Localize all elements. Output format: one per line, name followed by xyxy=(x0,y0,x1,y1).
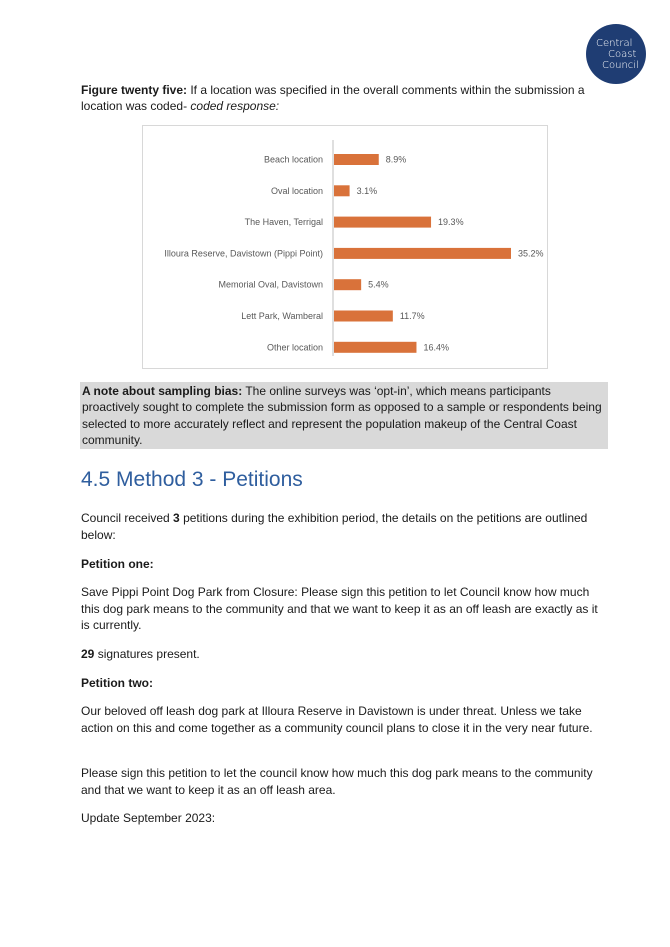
location-chart xyxy=(142,125,548,369)
chart-bar xyxy=(334,311,393,322)
chart-category-label: Oval location xyxy=(270,185,323,196)
figure-caption-label: Figure twenty five: xyxy=(81,83,188,97)
petition-count: 3 xyxy=(173,511,180,525)
signatures-count xyxy=(81,646,609,663)
petitions-intro xyxy=(81,510,609,543)
chart-value-label: 11.7% xyxy=(399,311,425,321)
update-date: Update September 2023: xyxy=(81,811,216,825)
figure-caption xyxy=(81,82,609,114)
chart-bar xyxy=(334,248,511,259)
logo-line-1: Central xyxy=(596,37,633,49)
signatures-number: 29 xyxy=(81,647,95,661)
chart-bar xyxy=(334,154,379,165)
council-logo xyxy=(586,24,646,84)
figure-caption-text: If a location was specified in the overall comments within the submission a location was coded- xyxy=(81,83,585,113)
chart-bar xyxy=(334,279,361,290)
intro-text-b: petitions during the exhibition period, the details on the petitions are outlined below: xyxy=(81,511,588,542)
sampling-bias-note xyxy=(80,382,608,449)
chart-category-label: The Haven, Terrigal xyxy=(244,217,323,228)
intro-text-a: Council received xyxy=(81,511,174,525)
sampling-bias-text: The online surveys was ‘opt-in’, which means participants proactively sought to complete the submission form as opposed to a sample or respondents being selected to more accurately reflect and represent the population makeup of the Central Coast community. xyxy=(82,384,602,447)
petition-one-heading xyxy=(81,556,609,573)
petition-two-heading xyxy=(81,675,609,692)
signatures-text: signatures present. xyxy=(94,647,200,661)
petition-two-text-2: Please sign this petition to let the council know how much this dog park means to the community and that we want to keep it as an off leash area. xyxy=(81,766,593,797)
chart-bar xyxy=(334,185,350,196)
chart-value-label: 19.3% xyxy=(438,217,464,228)
petition-two-text: Our beloved off leash dog park at Illoura Reserve in Davistown is under threat. Unless we take action on this and come together as a community council plans to close it in the very near future. xyxy=(81,704,593,735)
chart-value-label: 3.1% xyxy=(356,185,378,196)
chart-value-label: 8.9% xyxy=(385,154,407,165)
chart-bar xyxy=(334,217,431,228)
chart-value-label: 35.2% xyxy=(518,248,544,259)
petition-one-text: Save Pippi Point Dog Park from Closure: Please sign this petition to let Council know how much this dog park means to the community and that we want to keep it as an off leash are exactly as it is currently. xyxy=(81,585,598,632)
petition-one-heading-text: Petition one: xyxy=(81,557,154,571)
section-heading: 4.5 Method 3 - Petitions xyxy=(81,468,303,491)
chart-category-label: Other location xyxy=(266,342,323,353)
chart-value-label: 16.4% xyxy=(423,342,449,353)
chart-category-label: Beach location xyxy=(263,154,323,165)
logo-line-3: Council xyxy=(602,59,639,71)
chart-category-label: Memorial Oval, Davistown xyxy=(218,279,323,290)
logo-line-2: Coast xyxy=(608,48,637,60)
chart-bar xyxy=(334,342,416,353)
figure-caption-italic: coded response: xyxy=(190,99,280,113)
chart-value-label: 5.4% xyxy=(368,279,389,290)
sampling-bias-label: A note about sampling bias: xyxy=(82,384,243,398)
chart-category-label: Lett Park, Wamberal xyxy=(241,311,323,321)
chart-category-label: Illoura Reserve, Davistown (Pippi Point) xyxy=(164,248,323,259)
location-chart-svg xyxy=(143,126,547,368)
petition-two-heading-text: Petition two: xyxy=(81,676,153,690)
